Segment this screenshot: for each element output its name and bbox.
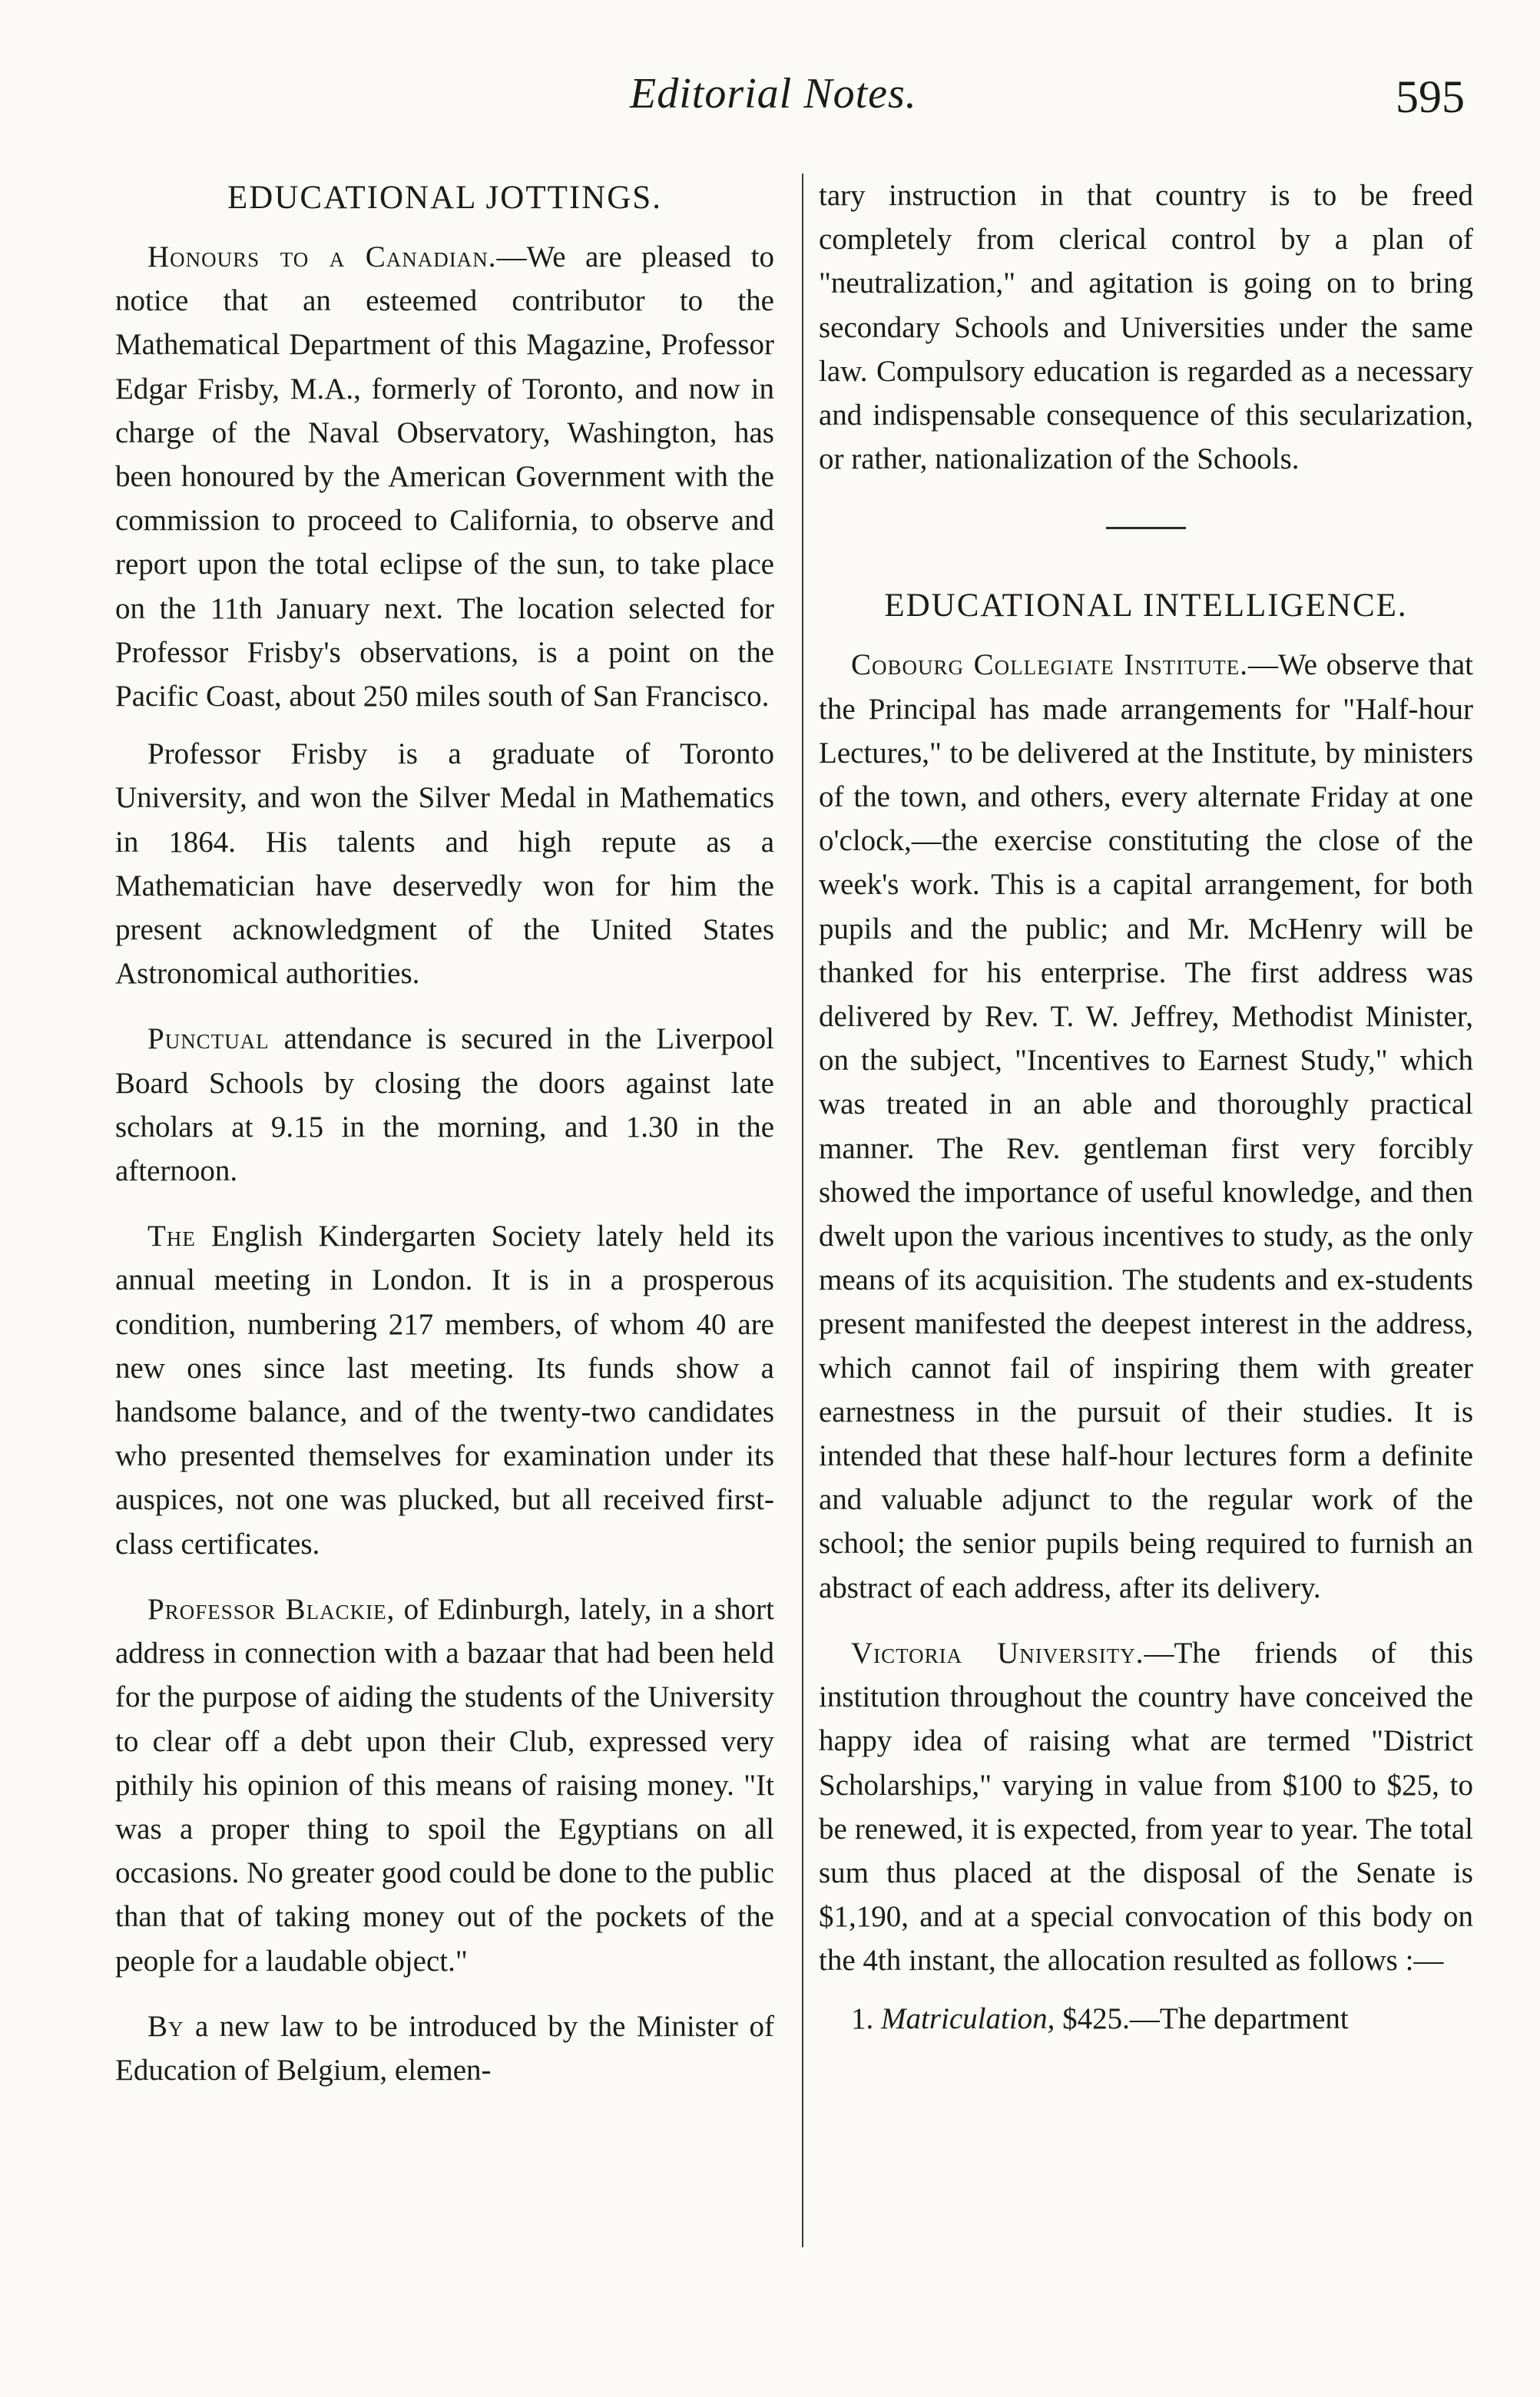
paragraph-punctual <box>115 1017 774 1193</box>
paragraph-text: a new law to be introduced by the Minister of Education of Belgium, elemen- <box>115 2009 774 2087</box>
left-column <box>115 175 774 2106</box>
paragraph-text: —The friends of this institution throughout the country have conceived the happy idea of raising what are termed "District Scholarships," varying in value from $100 to $25, to be renewed, it is expected, from year to year. The total sum thus placed at the disposal of the Senate is $1,190, and at a special convocation of this body on the 4th instant, the allocation resulted as follows :— <box>819 1636 1473 1978</box>
paragraph-honours-to-a-canadian <box>115 235 774 718</box>
list-italic-term: Matriculation, <box>881 2001 1055 2035</box>
paragraph-matriculation <box>819 1997 1473 2041</box>
paragraph-text: English Kindergarten Society lately held its annual meeting in London. It is in a prosperous condition, numbering 217 members, of whom 40 are new ones since last meeting. Its funds show a handsome balance, and of the twenty-two candidates who presented themselves for examination under its auspices, not one was plucked, but all received first-class certificates. <box>115 1220 774 1561</box>
paragraph-cobourg <box>819 643 1473 1609</box>
paragraph-lead: Victoria University. <box>851 1636 1144 1670</box>
section-divider <box>1106 527 1186 529</box>
spacer <box>115 1207 774 1214</box>
paragraph-lead: The <box>147 1220 196 1253</box>
running-title: Editorial Notes. <box>630 70 917 118</box>
paragraph-belgium-continued: tary instruction in that country is to be freed completely from clerical control by a plan of "neutralization," and agitation is going on to bring secondary Schools and Universities under the same law. Compulsory education is regarded as a necessary and indispensable consequence of this secularization, or rather, nationalization of the Schools. <box>819 179 1473 476</box>
paragraph-lead: Cobourg Collegiate Institute. <box>851 648 1248 682</box>
paragraph-lead: Honours to a Canadian. <box>147 240 497 273</box>
paragraph-text: —We observe that the Principal has made arrangements for "Half-hour Lectures," to be delivered at the Institute, by ministers of the town, and others, every alternate Friday at one o'clock,—the exercise constituting the close of the week's work. This is a capital arrangement, for both pupils and the public; and Mr. McHenry will be thanked for his enterprise. The first address was delivered by Rev. T. W. Jeffrey, Methodist Minister, on the subject, "Incentives to Earnest Study," which was treated in an able and thoroughly practical manner. The Rev. gentleman first very forcibly showed the importance of useful knowledge, and then dwelt upon the various incentives to study, as the only means of its acquisition. The students and ex-students present manifested the deepest interest in the address, which cannot fail of inspiring them with greater earnestness in the pursuit of their studies. It is intended that these half-hour lectures form a definite and valuable adjunct to the regular work of the school; the senior pupils being required to furnish an abstract of each address, after its delivery. <box>819 648 1473 1604</box>
paragraph-frisby-graduate <box>115 732 774 995</box>
paragraph-lead: By <box>147 2009 184 2043</box>
paragraph-text: attendance is secured in the Liverpool Board Schools by closing the doors against late scholars at 9.15 in the morning, and 1.30 in the afternoon. <box>115 1022 774 1188</box>
running-head <box>0 69 1540 131</box>
column-divider <box>802 174 803 2247</box>
spacer <box>115 1997 774 2005</box>
paragraph-lead: Professor Blackie, <box>147 1592 396 1626</box>
spacer <box>819 1624 1473 1631</box>
page-number: 595 <box>1396 71 1465 122</box>
list-number: 1. <box>851 2001 874 2035</box>
paragraph-text: $425.—The department <box>1055 2001 1349 2035</box>
section-title-educational-intelligence: EDUCATIONAL INTELLIGENCE. <box>884 588 1408 624</box>
paragraph-victoria-university <box>819 1631 1473 1983</box>
paragraph-professor-blackie <box>115 1588 774 1983</box>
paragraph-kindergarten <box>115 1214 774 1566</box>
spacer <box>115 1009 774 1017</box>
paragraph-lead: Punctual <box>147 1022 270 1056</box>
paragraph-text: —We are pleased to notice that an esteemed contributor to the Mathematical Department of this Magazine, Professor Edgar Frisby, M.A., formerly of Toronto, and now in charge of the Naval Observatory, Washington, has been honoured by the American Government with the commission to proceed to California, to observe and report upon the total eclipse of the sun, to take place on the 11th January next. The location selected for Professor Frisby's observations, is a point on the Pacific Coast, about 250 miles south of San Francisco. <box>115 240 774 713</box>
paragraph-text: of Edinburgh, lately, in a short address in connection with a bazaar that had been held for the purpose of aiding the students of the University to clear off a debt upon their Club, expressed very pithily his opinion of this means of raising money. "It was a proper thing to spoil the Egyptians on all occasions. No greater good could be done to the public than that of taking money out of the pockets of the people for a laudable object." <box>115 1592 774 1978</box>
spacer <box>115 1580 774 1588</box>
right-column <box>819 174 1473 2054</box>
section-title-educational-jottings: EDUCATIONAL JOTTINGS. <box>227 180 662 216</box>
paragraph-belgium <box>115 2005 774 2092</box>
paragraph-text: Professor Frisby is a graduate of Toronto University, and won the Silver Medal in Mathematics in 1864. His talents and high repute as a Mathematician have deservedly won for him the present acknowledgment of the United States Astronomical authorities. <box>115 737 774 991</box>
